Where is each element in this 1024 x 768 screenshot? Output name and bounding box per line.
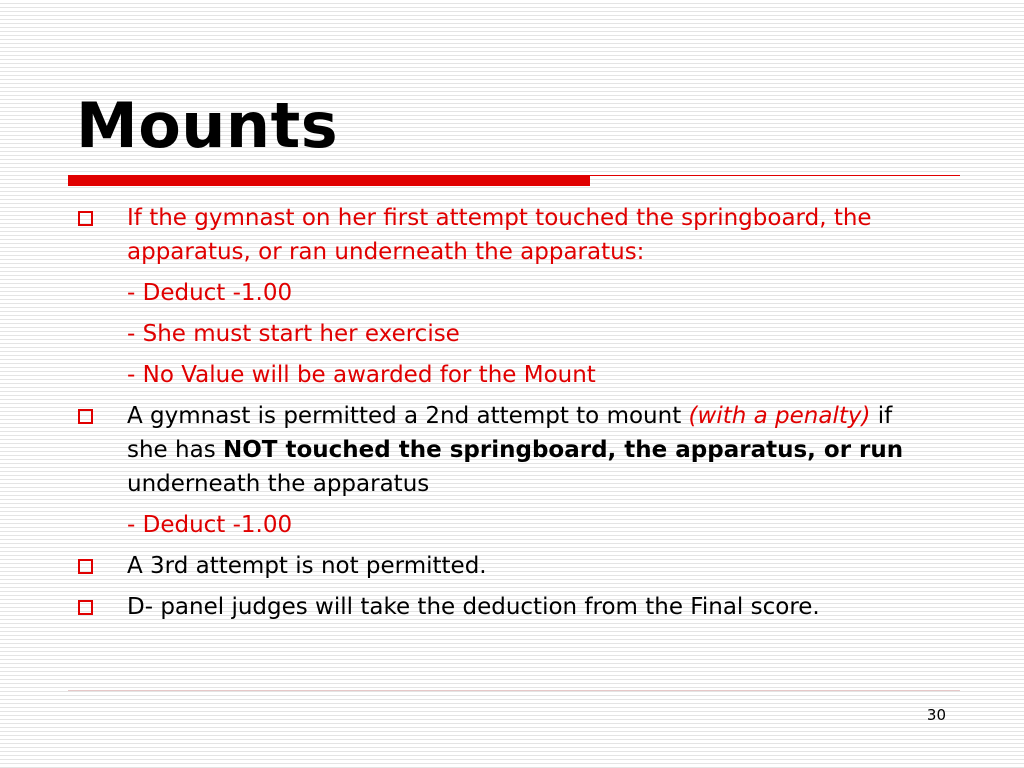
hollow-square-bullet-icon [78, 211, 93, 226]
bullet-text-part: underneath the apparatus [127, 471, 430, 497]
sub-item-start-exercise: - She must start her exercise [127, 321, 460, 347]
bullet-text: A 3rd attempt is not permitted. [127, 553, 487, 579]
slide-body [76, 201, 906, 624]
bullet-item-d-panel [76, 590, 906, 624]
bullet-text: D- panel judges will take the deduction from the Final score. [127, 594, 820, 620]
bullet-text-part: A gymnast is permitted a 2nd attempt to mount [127, 403, 689, 429]
page-number: 30 [926, 706, 946, 724]
footer-divider [68, 690, 960, 691]
bullet-item-first-attempt [76, 201, 906, 269]
bullet-text: If the gymnast on her first attempt touched the springboard, the apparatus, or ran underneath the apparatus: [127, 205, 872, 265]
bullet-text-part: if she has [127, 403, 893, 463]
emphasis-text: NOT touched the springboard, the apparatus, or run [223, 437, 904, 463]
bullet-item-second-attempt [76, 399, 906, 501]
slide-title: Mounts [76, 89, 339, 162]
sub-item-deduct: - Deduct -1.00 [127, 512, 293, 538]
hollow-square-bullet-icon [78, 409, 93, 424]
title-underline-thick [68, 176, 590, 186]
sub-item-no-value: - No Value will be awarded for the Mount [127, 362, 596, 388]
sub-item-deduct: - Deduct -1.00 [127, 280, 293, 306]
hollow-square-bullet-icon [78, 559, 93, 574]
penalty-note: (with a penalty) [688, 403, 871, 429]
hollow-square-bullet-icon [78, 600, 93, 615]
bullet-item-third-attempt [76, 549, 906, 583]
